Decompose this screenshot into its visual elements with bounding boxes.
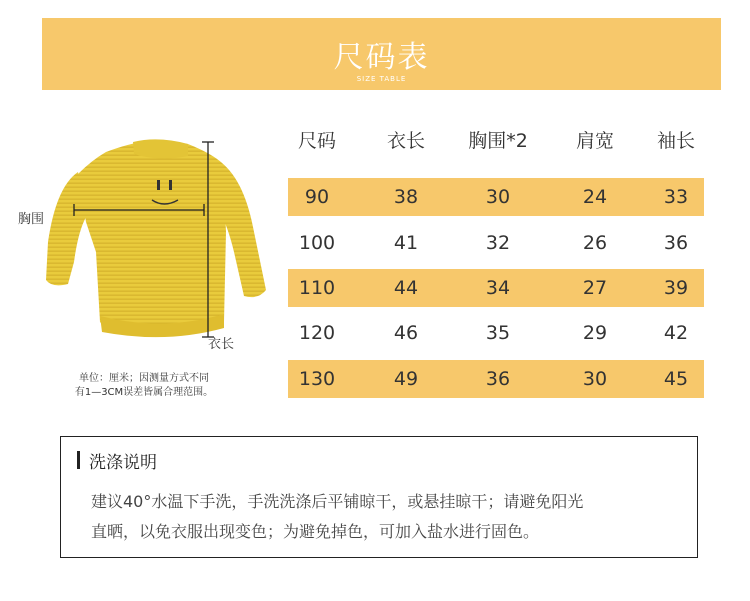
length-label: 衣长 [208,337,235,352]
header-length: 衣长 [386,130,425,152]
cell-length: 38 [393,186,419,208]
cell-chest: 35 [485,322,511,344]
cell-sleeve: 33 [663,186,689,208]
wash-text-line-1: 建议40°水温下手洗，手洗洗涤后平铺晾干，或悬挂晾干；请避免阳光 [91,492,584,511]
table-header-row [288,122,704,160]
cell-chest: 30 [485,186,511,208]
header-size: 尺码 [297,130,336,152]
cell-size: 110 [298,277,336,299]
cell-size: 130 [298,368,336,390]
cell-length: 41 [393,232,419,254]
table-row [288,269,704,307]
cell-sleeve: 45 [663,368,689,390]
cell-length: 46 [393,322,419,344]
cell-shoulder: 30 [582,368,608,390]
wash-title: 洗涤说明 [89,453,157,473]
shirt-illustration [38,132,288,352]
unit-note-line-1: 单位：厘米；因测量方式不同 [79,373,209,384]
cell-shoulder: 24 [582,186,608,208]
header-shoulder: 肩宽 [575,130,614,152]
table-row [288,178,704,216]
header-chest: 胸围*2 [468,130,528,152]
cell-size: 120 [298,322,336,344]
cell-chest: 34 [485,277,511,299]
cell-shoulder: 29 [582,322,608,344]
cell-sleeve: 42 [663,322,689,344]
heading-bar [77,451,80,469]
unit-note-line-2: 有1—3CM误差皆属合理范围。 [74,387,214,398]
cell-size: 100 [298,232,336,254]
cell-length: 44 [393,277,419,299]
cell-chest: 32 [485,232,511,254]
table-row [288,224,704,262]
wash-text-line-2: 直晒，以免衣服出现变色；为避免掉色，可加入盐水进行固色。 [91,522,540,541]
page-title: 尺码表 [333,40,430,75]
page-subtitle: SIZE TABLE [356,75,407,83]
cell-shoulder: 27 [582,277,608,299]
header-sleeve: 袖长 [656,130,695,152]
cell-size: 90 [304,186,330,208]
chest-label: 胸围 [18,212,45,227]
title-banner [42,18,721,90]
table-row [288,314,704,352]
cell-sleeve: 39 [663,277,689,299]
table-row [288,360,704,398]
wash-instructions-box [60,436,698,558]
cell-sleeve: 36 [663,232,689,254]
cell-chest: 36 [485,368,511,390]
cell-length: 49 [393,368,419,390]
cell-shoulder: 26 [582,232,608,254]
